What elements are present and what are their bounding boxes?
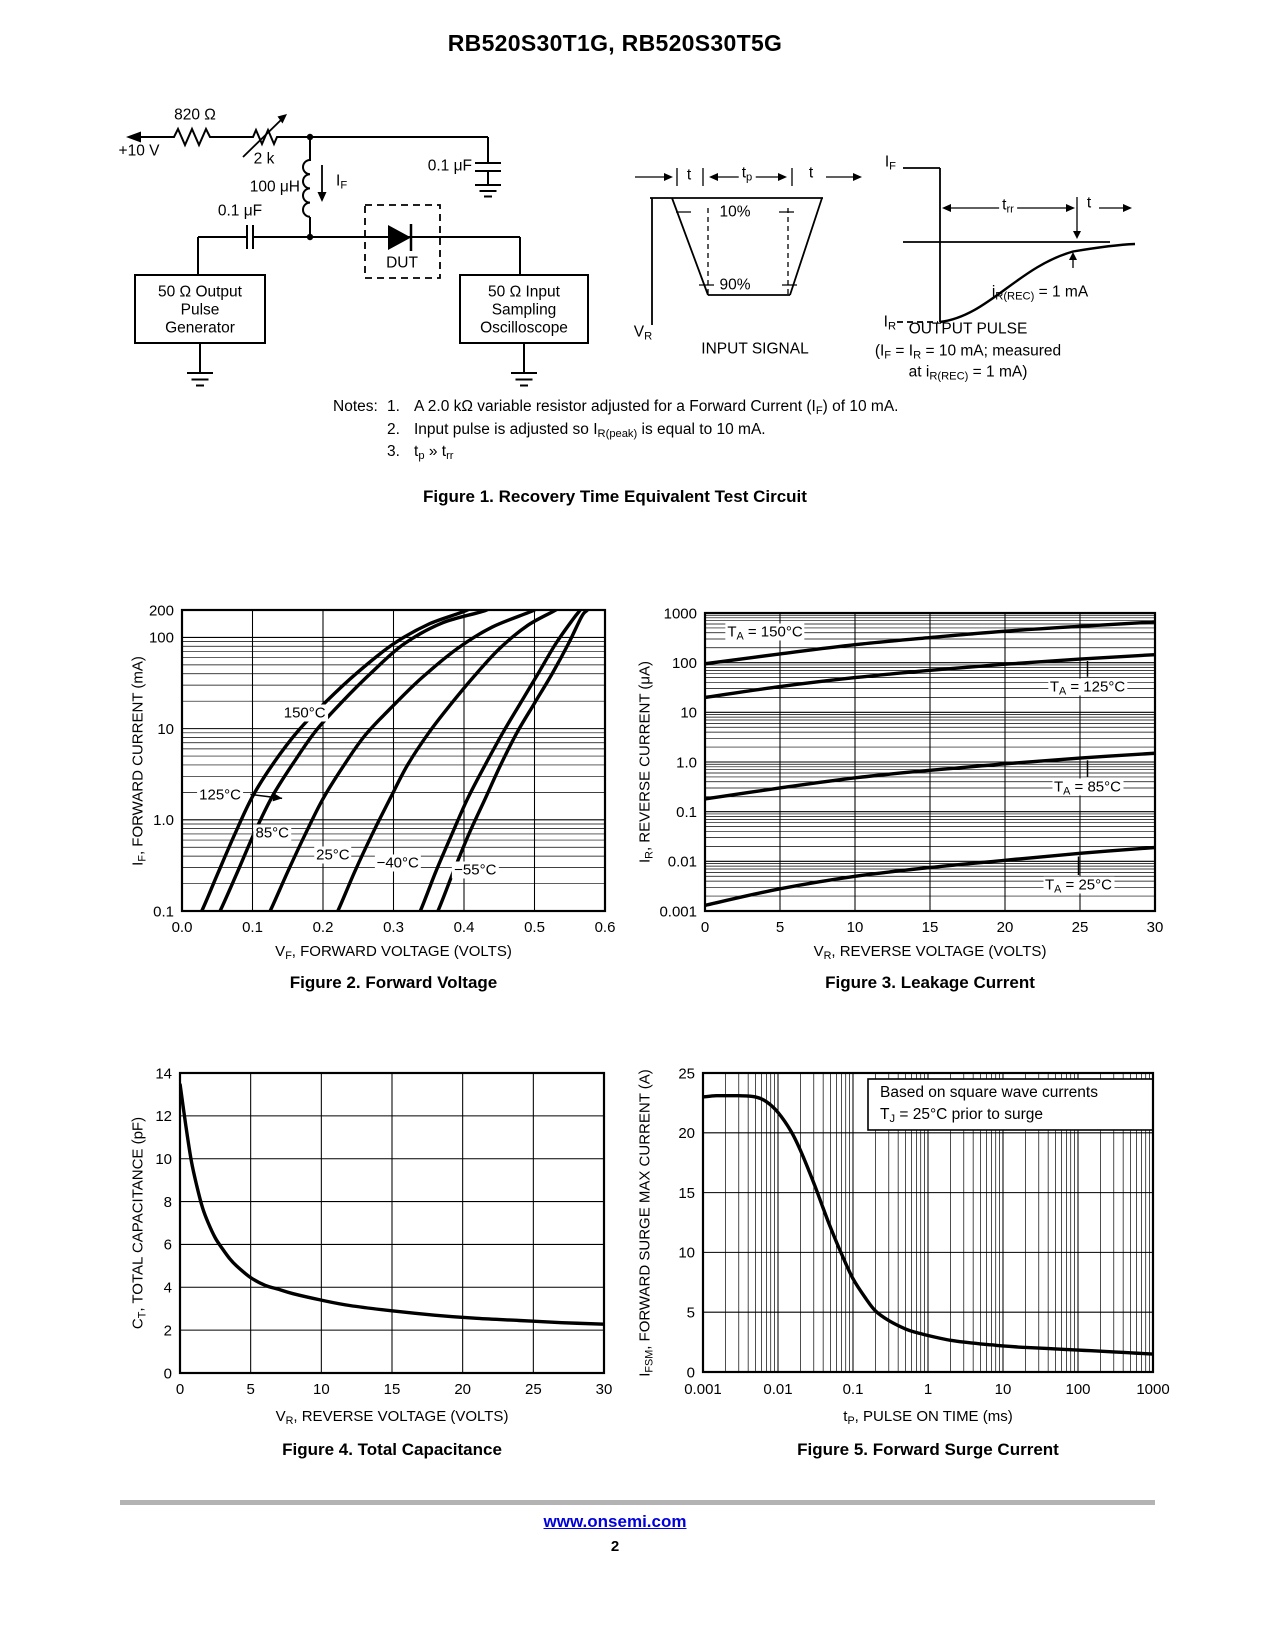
svg-text:4: 4 xyxy=(163,1279,172,1297)
svg-text:25: 25 xyxy=(1071,919,1089,936)
diode-icon xyxy=(388,225,411,250)
svg-text:1.0: 1.0 xyxy=(153,812,174,830)
x-axis-title: $V_R$, REVERSE VOLTAGE (VOLTS) xyxy=(813,943,1047,963)
svg-text:8: 8 xyxy=(163,1193,172,1211)
curve-label: $T_A = 25^\circ C$ xyxy=(1045,876,1112,896)
svg-text:0.1: 0.1 xyxy=(153,903,174,921)
figure2-forward-voltage-chart xyxy=(108,565,648,1015)
ground-icon xyxy=(511,343,537,386)
ground-icon xyxy=(475,185,501,197)
svg-text:5: 5 xyxy=(246,1381,255,1398)
bypass-cap-label: 0.1 μF xyxy=(427,157,472,175)
surge-note-line1: Based on square wave currents xyxy=(880,1084,1098,1101)
curve-label: 25°C xyxy=(316,846,350,864)
svg-text:0: 0 xyxy=(163,1365,172,1383)
resistor-2k-label: 2 k xyxy=(253,150,275,168)
pct10-label: 10% xyxy=(716,204,753,221)
output-pulse-sub1: ($I_F = I_R = 10$ mA; measured xyxy=(874,342,1062,362)
reverse-voltage-label: $V_R$ xyxy=(633,323,653,343)
note-1: Notes: 1. A 2.0 kΩ variable resistor adjusted for a Forward Current $(I_F)$ of 10 mA. xyxy=(333,398,899,418)
svg-text:15: 15 xyxy=(383,1381,401,1398)
figure1-test-circuit xyxy=(110,95,1185,395)
page-title: RB520S30T1G, RB520S30T5G xyxy=(447,30,783,56)
generator-line3: Generator xyxy=(165,319,235,337)
output-arrowheads xyxy=(942,204,1132,260)
figure3-leakage-current-chart xyxy=(633,565,1243,1015)
fig4-caption: Figure 4. Total Capacitance xyxy=(282,1440,502,1459)
x-axis-title: $V_R$, REVERSE VOLTAGE (VOLTS) xyxy=(275,1408,509,1428)
footer-divider xyxy=(120,1500,1155,1505)
curve-label: 150°C xyxy=(283,704,326,722)
svg-text:25: 25 xyxy=(678,1065,695,1083)
oscilloscope-line3: Oscilloscope xyxy=(480,319,568,337)
svg-text:1: 1 xyxy=(923,1381,933,1398)
svg-text:20: 20 xyxy=(678,1125,695,1143)
svg-text:0.1: 0.1 xyxy=(842,1381,864,1398)
svg-text:5: 5 xyxy=(686,1304,695,1322)
svg-text:0.001: 0.001 xyxy=(684,1381,722,1398)
svg-text:0.01: 0.01 xyxy=(667,853,697,871)
svg-text:14: 14 xyxy=(155,1065,172,1083)
svg-text:2: 2 xyxy=(163,1322,172,1340)
svg-text:10: 10 xyxy=(846,919,864,936)
output-pulse-caption: OUTPUT PULSE xyxy=(908,320,1028,338)
trr-label: $t_{rr}$ xyxy=(999,197,1017,214)
y-axis-title: $C_T$, TOTAL CAPACITANCE (pF) xyxy=(129,1116,149,1330)
svg-text:10: 10 xyxy=(680,704,697,722)
svg-text:10: 10 xyxy=(994,1381,1012,1398)
svg-text:0.0: 0.0 xyxy=(171,919,193,936)
y-axis-title: $I_{FSM}$, FORWARD SURGE MAX CURRENT (A) xyxy=(636,1068,656,1377)
svg-text:5: 5 xyxy=(775,919,785,936)
svg-text:1000: 1000 xyxy=(1136,1381,1170,1398)
test-circuit-notes xyxy=(333,396,898,464)
svg-text:100: 100 xyxy=(671,654,697,672)
generator-line2: Pulse xyxy=(180,301,220,319)
t-output-label: t xyxy=(1086,194,1092,212)
x-axis-title: $t_P$, PULSE ON TIME (ms) xyxy=(843,1408,1013,1428)
capacitor-icon xyxy=(475,137,501,185)
svg-text:100: 100 xyxy=(148,629,174,647)
onsemi-link[interactable]: www.onsemi.com xyxy=(543,1512,687,1531)
svg-text:1000: 1000 xyxy=(663,605,697,623)
notes-prefix: Notes: xyxy=(333,398,378,415)
capacitor-icon xyxy=(198,225,310,249)
ir-output-label: $I_R$ xyxy=(883,313,896,333)
generator-line1: 50 Ω Output xyxy=(158,283,242,301)
resistor-820-icon xyxy=(170,129,220,145)
svg-text:30: 30 xyxy=(1146,919,1164,936)
oscilloscope-line2: Sampling xyxy=(491,301,557,319)
fig3-caption: Figure 3. Leakage Current xyxy=(825,973,1035,992)
curve-label: $T_A = 125^\circ C$ xyxy=(1049,678,1126,698)
curve-label: 125°C xyxy=(199,786,241,804)
surge-note-line2: $T_J = 25^\circ C$ prior to surge xyxy=(880,1106,1043,1126)
note-2: 2. Input pulse is adjusted so $I_{R(peak)}$ is equal to 10 mA. xyxy=(387,420,766,440)
oscilloscope-line1: 50 Ω Input xyxy=(488,283,560,301)
input-signal-caption: INPUT SIGNAL xyxy=(701,340,809,358)
forward-current-label: $I_F$ xyxy=(336,172,348,192)
svg-text:0: 0 xyxy=(686,1364,695,1382)
y-axis-title: $I_R$, REVERSE CURRENT (μA) xyxy=(636,660,656,864)
svg-text:30: 30 xyxy=(595,1381,613,1398)
svg-text:0.4: 0.4 xyxy=(453,919,475,936)
svg-text:0.6: 0.6 xyxy=(594,919,616,936)
svg-text:25: 25 xyxy=(524,1381,542,1398)
svg-text:12: 12 xyxy=(155,1108,172,1126)
arrow-left-icon xyxy=(126,132,141,143)
svg-text:0.1: 0.1 xyxy=(242,919,263,936)
curve-label: −40°C xyxy=(376,854,419,872)
if-output-label: $I_F$ xyxy=(884,153,896,173)
svg-text:0.3: 0.3 xyxy=(383,919,404,936)
rise-time-label: t xyxy=(808,164,814,182)
svg-text:0.5: 0.5 xyxy=(524,919,545,936)
svg-text:15: 15 xyxy=(921,919,939,936)
figure4-total-capacitance-chart xyxy=(108,1028,648,1488)
ground-icon xyxy=(187,343,213,386)
page-number: 2 xyxy=(610,1538,620,1555)
svg-text:200: 200 xyxy=(148,602,174,620)
inductor-icon xyxy=(303,137,310,237)
x-axis-title: $V_F$, FORWARD VOLTAGE (VOLTS) xyxy=(275,943,512,963)
y-axis-title: $I_F$, FORWARD CURRENT (mA) xyxy=(129,655,149,866)
input-signal-waveform xyxy=(635,168,858,325)
dut-label: DUT xyxy=(386,254,418,272)
svg-text:1.0: 1.0 xyxy=(676,754,697,772)
svg-text:0.2: 0.2 xyxy=(312,919,334,936)
svg-text:6: 6 xyxy=(163,1236,172,1254)
coupling-cap-label: 0.1 μF xyxy=(217,202,263,220)
figure1-caption: Figure 1. Recovery Time Equivalent Test Circuit xyxy=(423,487,807,506)
pulse-width-label: $t_p$ xyxy=(739,165,756,182)
svg-text:0.1: 0.1 xyxy=(676,803,697,821)
curve-label: $T_A = 150^\circ C$ xyxy=(727,623,803,643)
svg-text:10: 10 xyxy=(312,1381,330,1398)
svg-text:20: 20 xyxy=(996,919,1014,936)
svg-text:15: 15 xyxy=(678,1184,695,1202)
curve-label: 85°C xyxy=(255,824,289,842)
svg-text:100: 100 xyxy=(1065,1381,1091,1398)
current-arrow-down-icon xyxy=(318,192,327,202)
svg-text:20: 20 xyxy=(454,1381,472,1398)
svg-text:0.01: 0.01 xyxy=(763,1381,793,1398)
supply-label: +10 V xyxy=(118,142,160,160)
curve-label: −55°C xyxy=(454,861,497,879)
note-3: 3. $t_p$ » $t_{rr}$ xyxy=(387,443,454,463)
irec-label: $i_{R(REC)} = 1$ mA xyxy=(991,283,1089,303)
svg-text:0: 0 xyxy=(700,919,710,936)
inductor-label: 100 μH xyxy=(249,178,300,196)
variable-resistor-icon xyxy=(250,130,280,144)
resistor-820-label: 820 Ω xyxy=(174,106,216,124)
fig2-caption: Figure 2. Forward Voltage xyxy=(289,973,498,992)
pct90-label: 90% xyxy=(716,277,753,294)
svg-text:10: 10 xyxy=(155,1150,172,1168)
output-pulse-sub2: at $i_{R(REC)} = 1$ mA) xyxy=(908,363,1028,383)
figure5-forward-surge-chart xyxy=(633,1028,1243,1488)
svg-text:10: 10 xyxy=(678,1244,695,1262)
svg-text:10: 10 xyxy=(157,720,174,738)
svg-text:0: 0 xyxy=(175,1381,185,1398)
fig5-caption: Figure 5. Forward Surge Current xyxy=(797,1440,1059,1459)
svg-text:0.001: 0.001 xyxy=(659,903,697,921)
curve-label: $T_A = 85^\circ C$ xyxy=(1054,778,1121,798)
fall-time-label: t xyxy=(686,166,692,184)
